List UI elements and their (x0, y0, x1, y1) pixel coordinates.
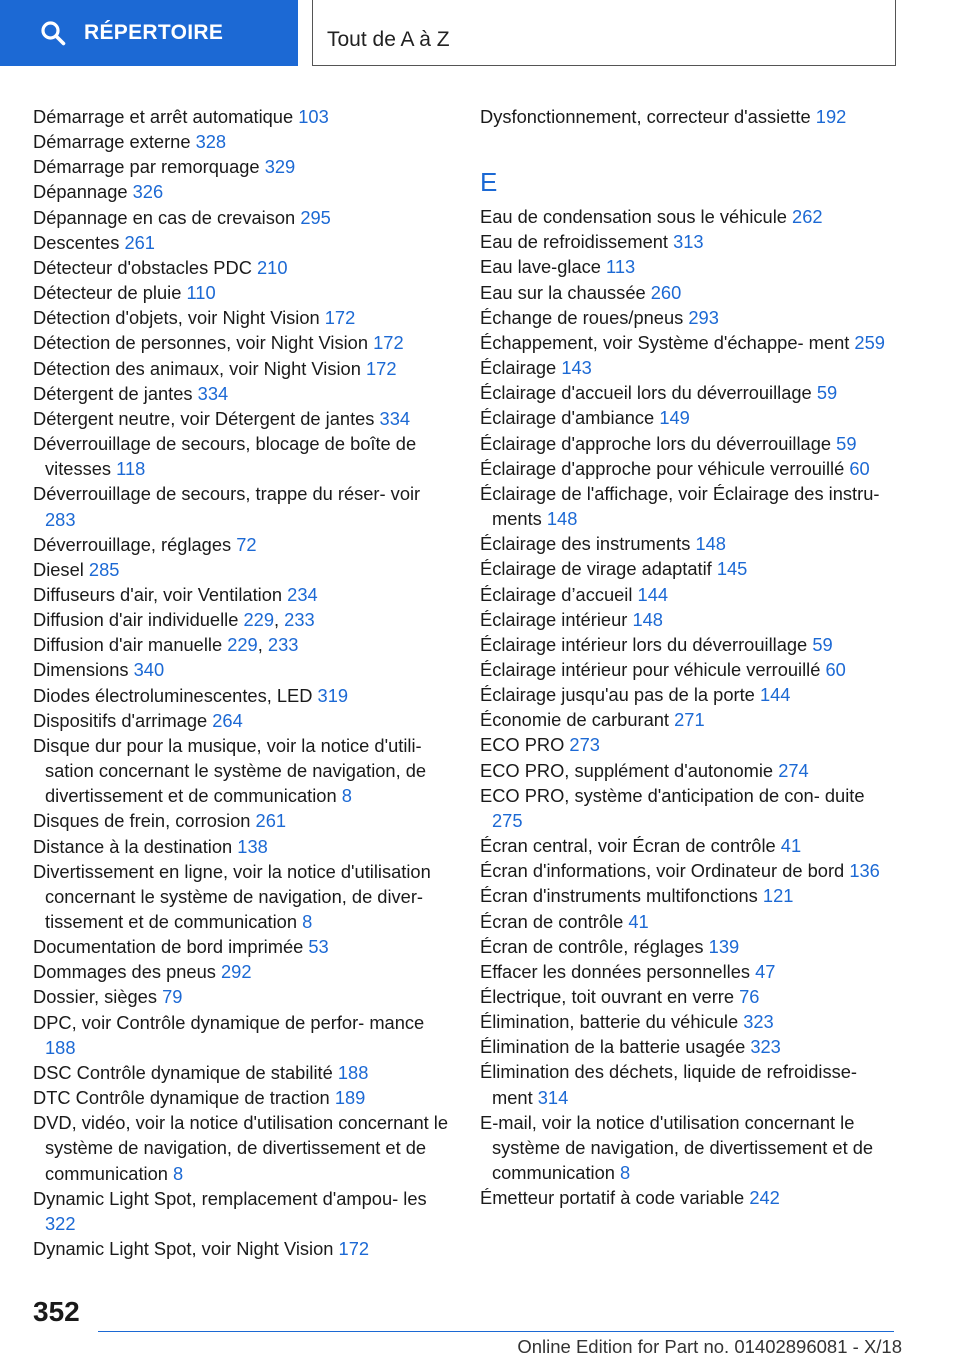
page-link[interactable]: 192 (815, 106, 847, 127)
index-term: Écran de contrôle (480, 910, 624, 932)
index-entry (33, 733, 453, 808)
page-link[interactable]: 314 (537, 1086, 569, 1108)
index-list-left (33, 104, 453, 1261)
index-term: Éclairage des instruments (480, 533, 691, 555)
page-link[interactable]: 229 (243, 609, 274, 631)
index-term: DTC Contrôle dynamique de traction (33, 1087, 330, 1109)
index-term: E-mail, voir la notice d'utilisation concernant le système de navigation, de divertissement et de communication (480, 1111, 874, 1184)
directory-button[interactable] (0, 0, 298, 66)
page-link[interactable]: 334 (379, 407, 411, 429)
page-link[interactable]: 8 (620, 1162, 631, 1184)
index-entry (33, 406, 453, 431)
index-entry (480, 1059, 900, 1109)
page-link[interactable]: 59 (836, 432, 857, 454)
index-entry (480, 531, 900, 556)
index-entry (480, 959, 900, 984)
index-term: Échappement, voir Système d'échappe- ment (480, 331, 850, 353)
index-term: Élimination des déchets, liquide de refroidisse- ment (480, 1061, 857, 1108)
index-term: Diodes électroluminescentes, LED (33, 684, 313, 706)
page-link[interactable]: 329 (264, 156, 296, 178)
index-term: Eau lave-glace (480, 256, 601, 278)
index-term: Éclairage d'approche pour véhicule verrouillé (480, 457, 845, 479)
page-link[interactable]: 148 (546, 508, 578, 530)
page-link[interactable]: 323 (743, 1011, 774, 1033)
index-term: Effacer les données personnelles (480, 960, 750, 982)
index-term: Éclairage de virage adaptatif (480, 558, 712, 580)
index-entry (480, 909, 900, 934)
page-link[interactable]: 60 (849, 457, 870, 479)
tab-a-to-z[interactable]: Tout de A à Z (312, 0, 896, 66)
page-link[interactable]: 144 (759, 684, 791, 706)
page-link[interactable]: 260 (650, 281, 682, 303)
index-entry (33, 104, 453, 129)
index-term: Démarrage par remorquage (33, 156, 260, 178)
page-link[interactable]: 110 (186, 282, 216, 304)
page-link[interactable]: 136 (849, 860, 880, 882)
page-link[interactable]: 139 (708, 935, 740, 957)
page-link[interactable]: 293 (688, 306, 719, 328)
index-entry (480, 330, 900, 355)
index-term: Écran d'instruments multifonctions (480, 885, 758, 907)
index-entry (33, 984, 453, 1009)
page-link[interactable]: 334 (197, 382, 229, 404)
page-link[interactable]: 121 (762, 885, 794, 907)
page-link[interactable]: 322 (45, 1212, 76, 1234)
index-entry (480, 732, 900, 757)
index-column-left (33, 104, 453, 1261)
index-entry (480, 783, 900, 833)
index-entry (33, 657, 453, 682)
index-entry (33, 280, 453, 305)
index-entry (480, 229, 900, 254)
section-letter-heading: E (480, 167, 498, 198)
index-entry (33, 1186, 453, 1236)
index-entry (33, 708, 453, 733)
index-entry (33, 230, 453, 255)
index-entry: Diffusion d'air individuelle 229, 233 (33, 609, 315, 631)
index-entry (480, 456, 900, 481)
page-link[interactable]: 283 (45, 508, 76, 530)
page-link[interactable]: 76 (739, 986, 760, 1007)
index-entry (480, 934, 900, 959)
index-entry (480, 556, 900, 581)
index-term: ECO PRO, système d'anticipation de con- duite (480, 784, 865, 806)
index-term: Eau sur la chaussée (480, 281, 646, 303)
index-entry (33, 959, 453, 984)
index-term: Détection de personnes, voir Night Vision (33, 332, 369, 354)
footer-divider (98, 1331, 894, 1332)
page-link[interactable]: 113 (606, 256, 636, 278)
index-term: DPC, voir Contrôle dynamique de perfor- mance (33, 1011, 425, 1033)
page-link[interactable]: 138 (237, 835, 268, 857)
index-term: Éclairage intérieur (480, 608, 628, 630)
index-entry (33, 431, 453, 481)
page-link[interactable]: 118 (116, 458, 146, 480)
index-list-right-top (480, 104, 900, 129)
page-link[interactable]: 261 (255, 810, 287, 832)
page-link[interactable]: 148 (632, 608, 663, 630)
index-term: Dysfonctionnement, correcteur d'assiette (480, 106, 811, 127)
index-term: Déverrouillage de secours, trappe du réser- voir (33, 483, 421, 505)
index-entry (33, 582, 453, 607)
page-link[interactable]: 172 (338, 1238, 370, 1260)
index-term: Déverrouillage, réglages (33, 533, 232, 555)
index-entry (33, 683, 453, 708)
index-term: Disques de frein, corrosion (33, 810, 251, 832)
footer-edition-text: Online Edition for Part no. 01402896081 - X/18 (517, 1336, 902, 1357)
index-term: Eau de condensation sous le véhicule (480, 206, 787, 228)
index-entry (33, 1060, 453, 1085)
page-link[interactable]: 264 (212, 709, 243, 731)
index-entry (33, 934, 453, 959)
index-term: Éclairage (480, 357, 557, 379)
index-term: Dispositifs d'arrimage (33, 709, 208, 731)
index-entry (33, 481, 453, 531)
index-entry (480, 707, 900, 732)
index-term: Dépannage (33, 181, 128, 203)
page-link[interactable]: 79 (162, 986, 183, 1008)
index-entry (33, 154, 453, 179)
index-term: Détergent de jantes (33, 382, 193, 404)
top-navigation (0, 0, 960, 66)
index-term: Diesel (33, 558, 84, 580)
page-link[interactable]: 261 (124, 231, 155, 253)
index-entry (480, 380, 900, 405)
index-term: Dimensions (33, 659, 129, 681)
index-entry (480, 1009, 900, 1034)
index-term: ECO PRO, supplément d'autonomie (480, 759, 774, 781)
index-entry (33, 205, 453, 230)
index-term: Échange de roues/pneus (480, 306, 684, 328)
index-term: Éclairage d’accueil (480, 583, 633, 605)
index-term: Écran central, voir Écran de contrôle (480, 835, 776, 857)
index-term: Diffusion d'air manuelle (33, 634, 223, 656)
index-term: Élimination, batterie du véhicule (480, 1011, 739, 1033)
index-entry (480, 1185, 900, 1210)
index-entry (480, 984, 900, 1009)
index-term: Détection d'objets, voir Night Vision (33, 307, 320, 329)
page-link[interactable]: 233 (267, 634, 299, 656)
index-entry (33, 859, 453, 934)
page-link[interactable]: 285 (88, 558, 120, 580)
index-term: Détecteur d'obstacles PDC (33, 256, 252, 278)
index-term: Éclairage jusqu'au pas de la porte (480, 684, 755, 706)
page-link[interactable]: 47 (755, 960, 776, 982)
index-term: Détecteur de pluie (33, 282, 182, 304)
index-term: Électrique, toit ouvrant en verre (480, 986, 735, 1007)
index-term: Détergent neutre, voir Détergent de jantes (33, 407, 375, 429)
page-link[interactable]: 295 (300, 206, 331, 228)
page-link[interactable]: 262 (792, 206, 823, 228)
directory-label: RÉPERTOIRE (84, 21, 224, 44)
index-entry (33, 179, 453, 204)
index-term: Éclairage d'accueil lors du déverrouillage (480, 382, 812, 404)
page-link[interactable]: 172 (373, 332, 404, 354)
page-link[interactable]: 145 (716, 558, 748, 580)
page-link[interactable]: 143 (561, 357, 592, 379)
index-entry (33, 834, 453, 859)
index-entry: Diffusion d'air manuelle 229, 233 (33, 634, 299, 656)
page-link[interactable]: 234 (287, 583, 318, 605)
index-term: Démarrage et arrêt automatique (33, 106, 294, 127)
index-entry (33, 330, 453, 355)
index-entry (33, 1236, 453, 1261)
page-link[interactable]: 242 (749, 1187, 780, 1209)
index-term: Déverrouillage de secours, blocage de boîte de vitesses (33, 433, 417, 480)
index-entry (33, 532, 453, 557)
index-entry (480, 280, 900, 305)
page-link[interactable]: 72 (236, 533, 257, 555)
index-entry (33, 129, 453, 154)
index-entry (480, 1034, 900, 1059)
page-link[interactable]: 172 (365, 357, 397, 379)
page-link[interactable]: 340 (133, 659, 165, 681)
page-link[interactable]: 210 (257, 256, 288, 278)
index-term: Diffuseurs d'air, voir Ventilation (33, 583, 283, 605)
index-term: Élimination de la batterie usagée (480, 1036, 746, 1058)
index-term: Démarrage externe (33, 131, 191, 153)
index-entry (480, 632, 900, 657)
index-entry (480, 833, 900, 858)
index-term: Documentation de bord imprimée (33, 936, 304, 958)
index-term: Éclairage de l'affichage, voir Éclairage des instru- ments (480, 482, 880, 530)
index-entry (480, 758, 900, 783)
index-entry (33, 557, 453, 582)
index-entry (33, 1010, 453, 1060)
index-entry (480, 858, 900, 883)
index-term: Écran d'informations, voir Ordinateur de bord (480, 860, 845, 882)
index-term: Économie de carburant (480, 709, 670, 731)
index-list-right (480, 204, 900, 1210)
page-link[interactable]: 313 (673, 231, 704, 253)
page-link[interactable]: 188 (337, 1061, 369, 1083)
page-link[interactable]: 319 (317, 684, 349, 706)
page-link[interactable]: 60 (825, 658, 846, 680)
page-link[interactable]: 326 (132, 181, 164, 203)
index-term: DSC Contrôle dynamique de stabilité (33, 1061, 333, 1083)
page-number: 352 (33, 1296, 80, 1327)
index-term: Éclairage intérieur pour véhicule verrouillé (480, 658, 821, 680)
index-term: Distance à la destination (33, 835, 233, 857)
page-link[interactable]: 273 (569, 734, 600, 756)
search-icon (40, 20, 66, 46)
index-entry (480, 254, 900, 279)
page-link[interactable]: 59 (812, 633, 833, 655)
index-column-right (480, 104, 900, 1210)
index-term: Dynamic Light Spot, remplacement d'ampou- les (33, 1187, 427, 1209)
page-link[interactable]: 148 (695, 533, 726, 555)
index-entry (33, 1085, 453, 1110)
page-link[interactable]: 8 (302, 911, 313, 932)
index-entry (480, 883, 900, 908)
page-link[interactable]: 323 (750, 1036, 781, 1058)
index-entry (33, 1110, 453, 1185)
index-term: Diffusion d'air individuelle (33, 609, 239, 631)
index-term: Dossier, sièges (33, 986, 157, 1008)
page-link[interactable]: 275 (492, 809, 523, 831)
index-term: Descentes (33, 231, 120, 253)
page-link[interactable]: 229 (227, 634, 258, 656)
index-term: Éclairage d'ambiance (480, 407, 655, 429)
page-link[interactable]: 259 (854, 331, 885, 353)
page-link[interactable]: 149 (659, 407, 690, 429)
page-link[interactable]: 292 (221, 961, 252, 983)
index-entry (33, 255, 453, 280)
page-link[interactable]: 188 (45, 1036, 76, 1058)
page-link[interactable]: 8 (341, 785, 352, 807)
page-link[interactable]: 41 (780, 835, 802, 857)
page-link[interactable]: 271 (674, 709, 705, 731)
page-link[interactable]: 103 (298, 106, 329, 127)
page-link[interactable]: 144 (637, 583, 669, 605)
page-link[interactable]: 172 (324, 307, 356, 329)
index-entry (480, 431, 900, 456)
index-entry (480, 305, 900, 330)
index-entry (480, 204, 900, 229)
page-link[interactable]: 8 (173, 1162, 184, 1184)
index-term: Eau de refroidissement (480, 231, 668, 253)
index-entry (480, 657, 900, 682)
index-term: Éclairage d'approche lors du déverrouillage (480, 432, 832, 454)
index-term: Disque dur pour la musique, voir la notice d'utili- sation concernant le système de navigation, de divertissement et de communication (33, 734, 427, 807)
page-link[interactable]: 41 (628, 910, 649, 932)
index-term: Émetteur portatif à code variable (480, 1187, 745, 1209)
page-link[interactable]: 328 (195, 131, 227, 153)
index-entry (480, 481, 900, 531)
page-link[interactable]: 189 (334, 1087, 366, 1109)
page-link[interactable]: 59 (816, 382, 838, 404)
index-term: Écran de contrôle, réglages (480, 935, 704, 957)
index-term: Divertissement en ligne, voir la notice d'utilisation concernant le système de navigation, de diver- tissement et de communication (33, 860, 431, 932)
page-link[interactable]: 53 (308, 936, 329, 958)
page-link[interactable]: 274 (778, 759, 809, 781)
page-link[interactable]: 233 (284, 609, 315, 631)
index-entry (33, 381, 453, 406)
index-entry (33, 808, 453, 833)
index-entry (33, 356, 453, 381)
index-entry (480, 104, 900, 129)
index-term: DVD, vidéo, voir la notice d'utilisation concernant le système de navigation, de divertissement et de communication (33, 1112, 449, 1184)
index-term: ECO PRO (480, 734, 565, 756)
index-entry (480, 607, 900, 632)
index-term: Dynamic Light Spot, voir Night Vision (33, 1238, 334, 1260)
index-term: Éclairage intérieur lors du déverrouillage (480, 633, 808, 655)
index-entry (480, 1110, 900, 1185)
index-term: Détection des animaux, voir Night Vision (33, 357, 361, 379)
index-entry (33, 305, 453, 330)
index-entry (480, 682, 900, 707)
index-entry (480, 355, 900, 380)
index-term: Dépannage en cas de crevaison (33, 206, 296, 228)
index-entry (480, 582, 900, 607)
index-entry (480, 405, 900, 430)
index-term: Dommages des pneus (33, 961, 216, 983)
